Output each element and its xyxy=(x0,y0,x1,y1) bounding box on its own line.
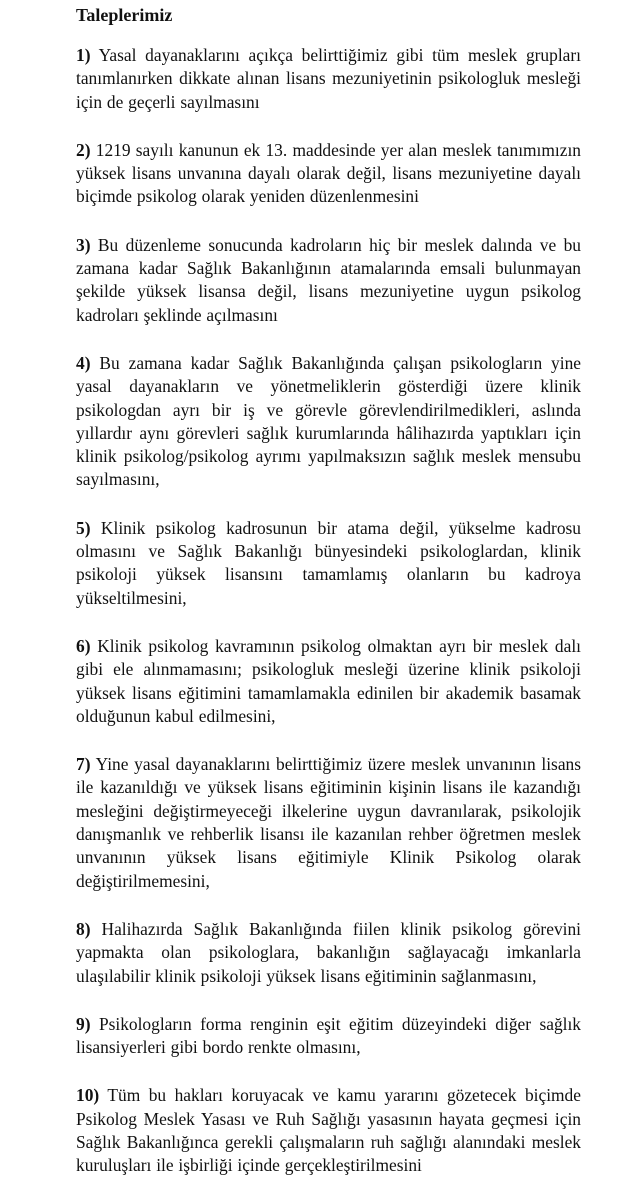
demand-item-8 xyxy=(76,918,581,988)
item-number: 8) xyxy=(76,918,91,939)
item-text: Klinik psikolog kavramının psikolog olmaktan ayrı bir meslek dalı gibi ele alınmamasını; psikologluk mesleği üzerine klinik psikoloji yüksek lisans eğitimini tamamlamakla edinilen bir akademik basamak olduğunun kabul edilmesini, xyxy=(76,635,581,726)
item-number: 7) xyxy=(76,754,91,775)
demand-item-2 xyxy=(76,139,581,209)
item-text: Yine yasal dayanaklarını belirttiğimiz üzere meslek unvanının lisans ile kazanıldığı ve yüksek lisans eğitiminin kişinin lisans ile kazandığı mesleğini değiştirmeyeceği ilkelerine uygun davranılarak, psikolojik danışmanlık ve rehberlik lisansı ile kazanılan rehber öğretmen meslek unvanının yüksek lisans eğitimiyle Klinik Psikolog olarak değiştirilmemesini, xyxy=(76,754,582,891)
item-number: 1) xyxy=(76,45,91,65)
item-text: Psikologların forma renginin eşit eğitim düzeyindeki diğer sağlık lisansiyerleri gibi bordo renkte olmasını, xyxy=(76,1013,581,1058)
demand-item-9 xyxy=(76,1013,581,1060)
item-number: 4) xyxy=(76,352,91,373)
item-number: 2) xyxy=(76,139,91,160)
item-text: Bu zamana kadar Sağlık Bakanlığında çalışan psikologların yine yasal dayanakların ve yönetmeliklerin gösterdiği üzere klinik psikologdan ayrı bir iş ve görevle görevlendirilmedikleri, aslında yıllardır aynı görevleri sağlık kurumlarında hâlihazırda yaptıkları için klinik psikolog/psikolog ayrımı yapılmaksızın sağlık meslek mensubu sayılmasını, xyxy=(76,352,581,490)
item-text: 1219 sayılı kanunun ek 13. maddesinde yer alan meslek tanımımızın yüksek lisans unvanına dayalı olarak değil, lisans mezuniyetine dayalı biçimde psikolog olarak yeniden düzenlenmesini xyxy=(76,139,581,207)
demand-item-7 xyxy=(76,753,581,893)
demand-item-1 xyxy=(76,44,581,114)
document-title: Taleplerimiz xyxy=(76,5,173,25)
item-number: 3) xyxy=(76,234,91,255)
demand-item-4 xyxy=(76,352,581,492)
demand-item-5 xyxy=(76,517,581,610)
item-text: Bu düzenleme sonucunda kadroların hiç bir meslek dalında ve bu zamana kadar Sağlık Bakanlığının atamalarında emsali bulunmayan şekilde yüksek lisansa değil, lisans mezuniyetine uygun psikolog kadroları şeklinde açılmasını xyxy=(76,234,581,325)
item-text: Klinik psikolog kadrosunun bir atama değil, yükselme kadrosu olmasını ve Sağlık Bakanlığı bünyesindeki psikologlardan, klinik psikoloji yüksek lisansını tamamlamış olanların bu kadroya yükseltilmesini, xyxy=(76,517,581,608)
demand-item-3 xyxy=(76,234,581,327)
item-text: Halihazırda Sağlık Bakanlığında fiilen klinik psikolog görevini yapmakta olan psikologlara, bakanlığın sağlayacağı imkanlarla ulaşılabilir klinik psikoloji yüksek lisans eğitiminin sağlanmasını, xyxy=(76,918,581,986)
item-number: 9) xyxy=(76,1013,91,1034)
item-number: 5) xyxy=(76,517,91,538)
demand-item-10 xyxy=(76,1084,581,1177)
demand-item-6 xyxy=(76,635,581,728)
item-number: 6) xyxy=(76,635,91,656)
item-number: 10) xyxy=(76,1085,100,1106)
item-text: Yasal dayanaklarını açıkça belirttiğimiz gibi tüm meslek grupları tanımlanırken dikkate alınan lisans mezuniyetinin psikologluk mesleği için de geçerli sayılmasını xyxy=(76,45,582,112)
item-text: Tüm bu hakları koruyacak ve kamu yararını gözetecek biçimde Psikolog Meslek Yasası ve Ruh Sağlığı yasasının hayata geçmesi için Sağlık Bakanlığınca gerekli çalışmaların ruh sağlığı alanındaki meslek kuruluşları ile işbirliği içinde gerçekleştirilmesini xyxy=(76,1085,581,1176)
